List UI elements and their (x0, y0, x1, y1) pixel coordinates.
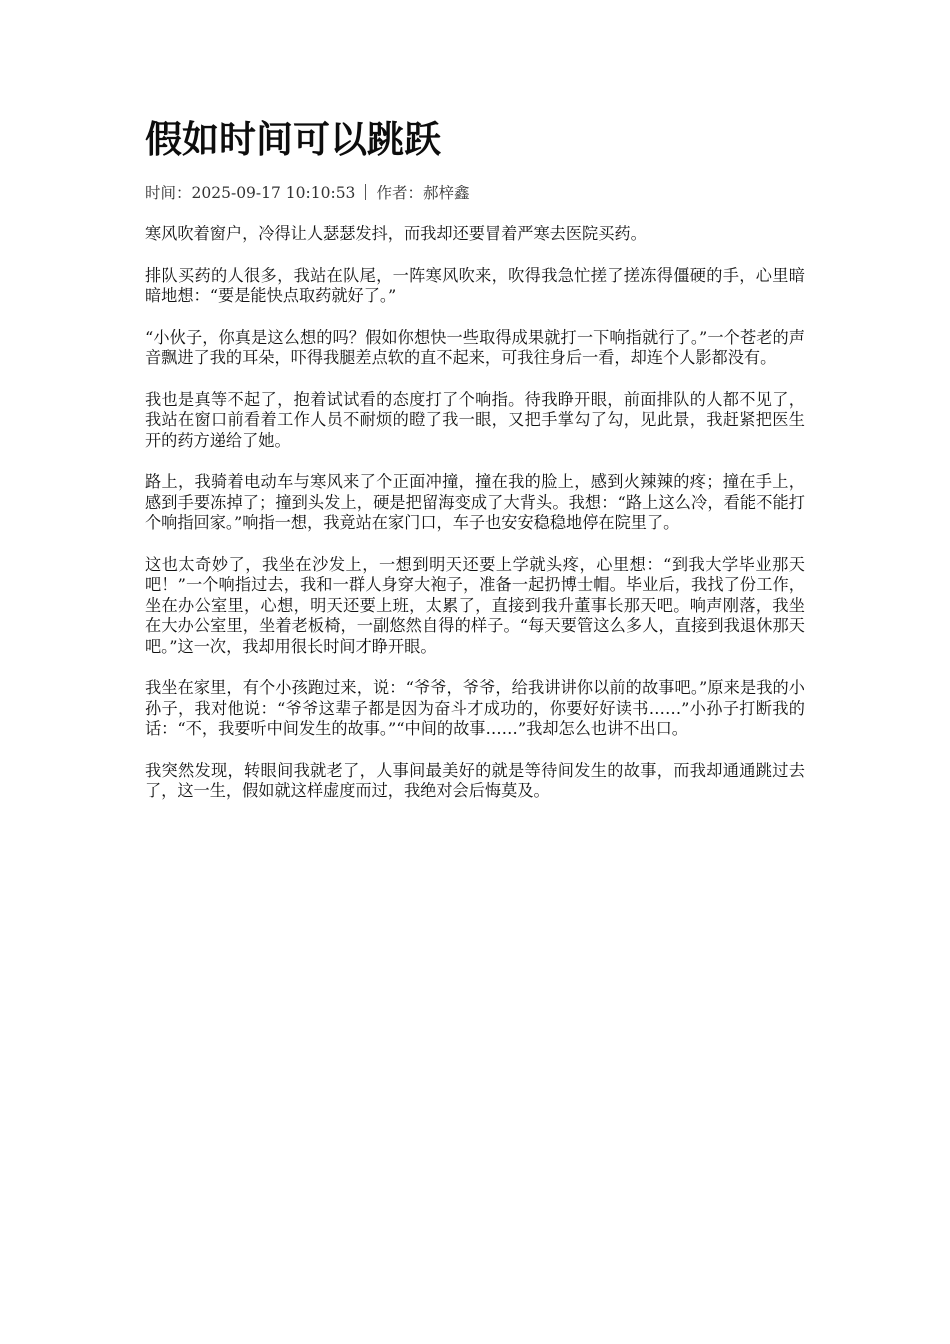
article (145, 112, 805, 823)
article-body (145, 224, 805, 802)
author-name: 郝梓鑫 (422, 184, 470, 202)
article-title: 假如时间可以跳跃 (145, 118, 441, 161)
paragraph: 我突然发现，转眼间我就老了，人事间最美好的就是等待间发生的故事，而我却通通跳过去了，这一生，假如就这样虚度而过，我绝对会后悔莫及。 (145, 760, 805, 800)
article-meta (145, 182, 805, 204)
time-label: 时间： (145, 184, 192, 202)
paragraph: “小伙子，你真是这么想的吗？假如你想快一些取得成果就打一下响指就行了。”一个苍老的声音飘进了我的耳朵，吓得我腿差点软的直不起来，可我往身后一看，却连个人影都没有。 (145, 327, 805, 367)
paragraph: 寒风吹着窗户，冷得让人瑟瑟发抖，而我却还要冒着严寒去医院买药。 (145, 224, 647, 243)
paragraph: 路上，我骑着电动车与寒风来了个正面冲撞，撞在我的脸上，感到火辣辣的疼；撞在手上，感到手要冻掉了；撞到头发上，硬是把留海变成了大背头。我想：“路上这么冷，看能不能打个响指回家。”响指一想，我竟站在家门口，车子也安安稳稳地停在院里了。 (145, 472, 805, 532)
publish-time: 2025-09-17 10:10:53 (191, 184, 356, 202)
author-label: 作者： (376, 184, 423, 202)
paragraph: 排队买药的人很多，我站在队尾，一阵寒风吹来，吹得我急忙搓了搓冻得僵硬的手，心里暗暗地想：“要是能快点取药就好了。” (145, 265, 805, 305)
paragraph: 我坐在家里，有个小孩跑过来，说：“爷爷，爷爷，给我讲讲你以前的故事吧。”原来是我的小孙子，我对他说：“爷爷这辈子都是因为奋斗才成功的，你要好好读书……”小孙子打断我的话：“不，我要听中间发生的故事。”“中间的故事……”我却怎么也讲不出口。 (145, 678, 805, 738)
paragraph: 我也是真等不起了，抱着试试看的态度打了个响指。待我睁开眼，前面排队的人都不见了，我站在窗口前看着工作人员不耐烦的瞪了我一眼，又把手掌勾了勾，见此景，我赶紧把医生开的药方递给了她。 (145, 389, 805, 450)
paragraph: 这也太奇妙了，我坐在沙发上，一想到明天还要上学就头疼，心里想：“到我大学毕业那天吧！”一个响指过去，我和一群人身穿大袍子，准备一起扔博士帽。毕业后，我找了份工作，坐在办公室里，心想，明天还要上班，太累了，直接到我升董事长那天吧。响声刚落，我坐在大办公室里，坐着老板椅，一副悠然自得的样子。“每天要管这么多人，直接到我退休那天吧。”这一次，我却用很长时间才睁开眼。 (145, 554, 805, 656)
meta-divider (365, 184, 366, 200)
